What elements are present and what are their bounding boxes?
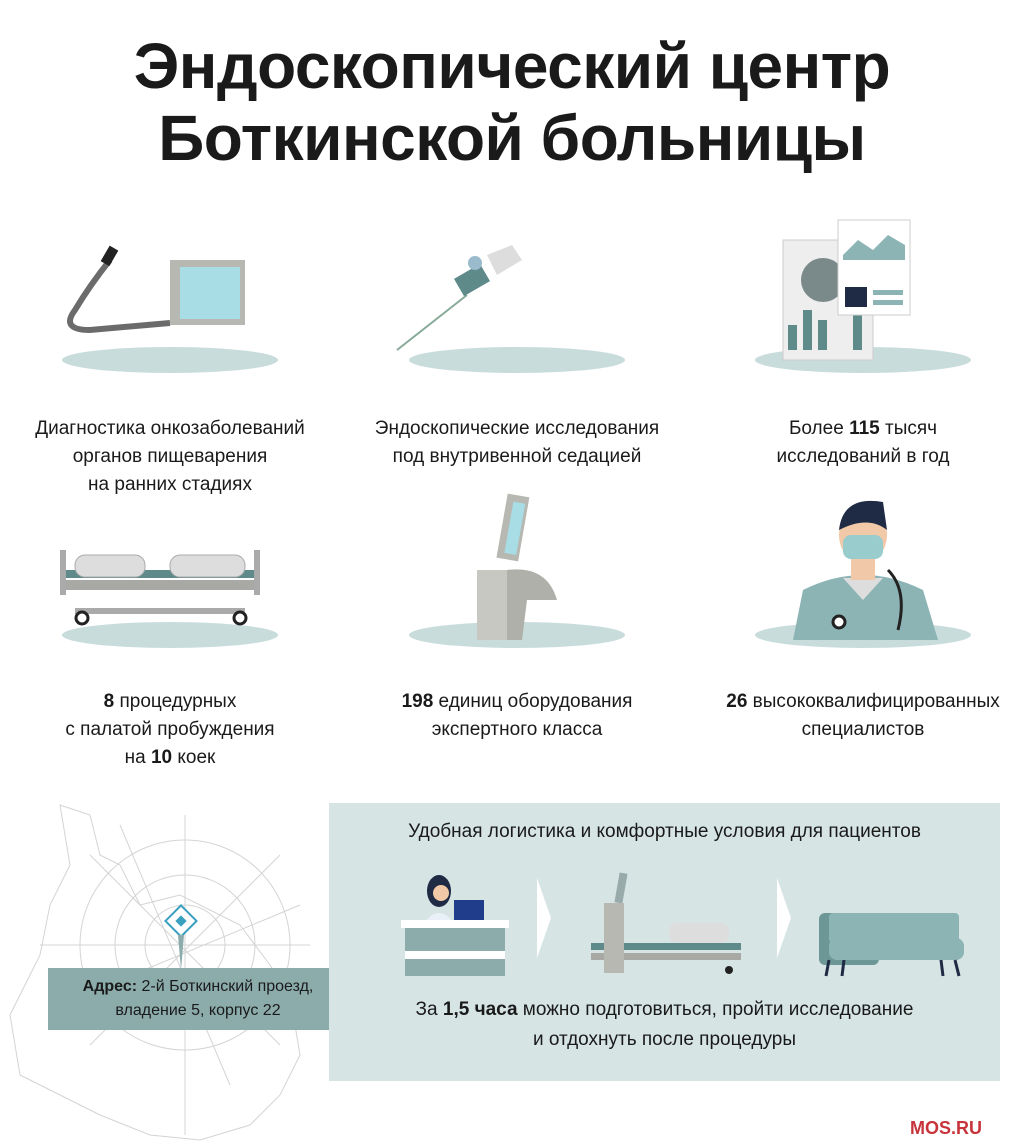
caption-text: исследований в год [776,446,950,467]
medical-equipment-icon [347,490,687,665]
endoscope-monitor-icon [0,215,340,390]
caption-line [0,443,340,471]
caption-line [0,415,340,443]
fact-caption [0,415,340,499]
mos-ru-logo[interactable]: MOS.RU [910,1118,982,1138]
page-title [0,30,1024,174]
caption-line [0,716,340,744]
fact-caption [347,415,687,471]
logistics-illustrations [329,863,1000,983]
panel-text [329,995,1000,1055]
logistics-panel [329,803,1000,1081]
caption-line [347,688,687,716]
address-label: Адрес: [82,978,138,995]
sofa-icon [819,913,964,976]
caption-number: 115 [849,418,880,439]
arrow-right-icon [537,878,551,958]
location-pin-icon [165,905,196,970]
caption-text: Эндоскопические исследования [374,418,660,439]
caption-number: 198 [401,691,434,712]
panel-text-rest: можно подготовиться, пройти исследование [517,999,914,1020]
address-line-2: владение 5, корпус 22 [115,1002,281,1019]
caption-text: органов пищеварения [72,446,268,467]
caption-text: на [124,747,151,768]
caption-line [693,688,1024,716]
procedure-bed-icon [591,873,741,974]
caption-line [693,443,1024,471]
panel-text-line-2: и отдохнуть после процедуры [532,1029,797,1050]
caption-text: процедурных [114,691,237,712]
caption-line [347,443,687,471]
caption-text: Диагностика онкозаболеваний [35,418,305,439]
caption-text: единиц оборудования [433,691,633,712]
caption-text: экспертного класса [431,719,603,740]
caption-text: на ранних стадиях [88,474,252,495]
caption-text: с палатой пробуждения [65,719,275,740]
title-line-2: Боткинской больницы [158,102,866,174]
caption-text: тысяч [879,418,938,439]
caption-text: высококвалифицированных [747,691,1000,712]
title-line-1: Эндоскопический центр [133,30,891,102]
arrow-right-icon [777,878,791,958]
caption-text: Более [788,418,850,439]
caption-number: 8 [103,691,115,712]
caption-line [347,716,687,744]
doctor-icon [693,490,1024,665]
fact-caption [693,688,1024,744]
statistics-charts-icon [693,215,1024,390]
iv-catheter-icon [347,215,687,390]
caption-line [693,716,1024,744]
hospital-bed-icon [0,490,340,665]
panel-text-prefix: За [415,999,443,1020]
reception-desk-icon [401,875,509,976]
caption-number: 26 [726,691,748,712]
caption-line [693,415,1024,443]
panel-text-bold: 1,5 часа [442,999,518,1020]
caption-number: 10 [150,747,173,768]
fact-caption [347,688,687,744]
panel-title: Удобная логистика и комфортные условия для пациентов [408,821,921,842]
caption-line [0,744,340,772]
caption-line [347,415,687,443]
caption-text: коек [172,747,216,768]
fact-caption [0,688,340,772]
address-line-1: 2-й Боткинский проезд, [137,978,314,995]
caption-text: под внутривенной седацией [392,446,642,467]
caption-text: специалистов [801,719,925,740]
caption-line [0,688,340,716]
fact-caption [693,415,1024,471]
address-box [48,968,348,1030]
